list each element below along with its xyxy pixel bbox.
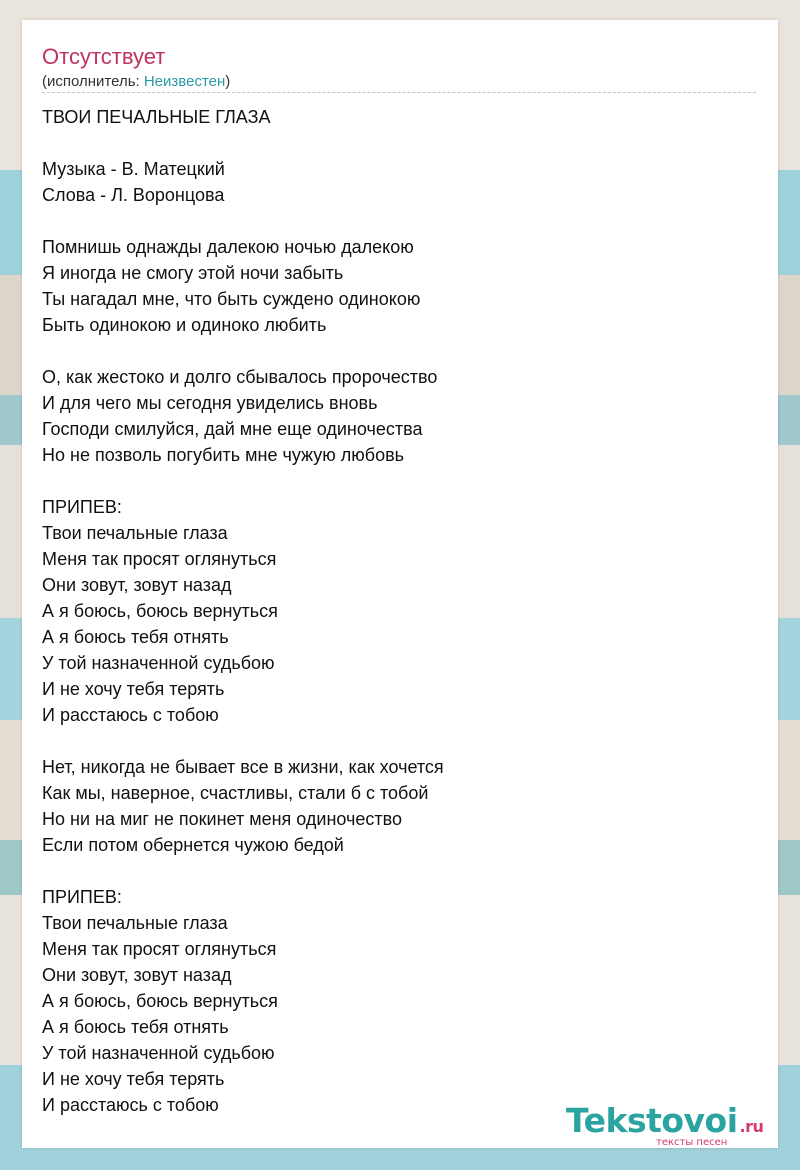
logo-tld: .ru [739,1117,764,1136]
lyric-line: А я боюсь, боюсь вернуться [42,991,278,1011]
lyric-line: Нет, никогда не бывает все в жизни, как хочется [42,757,444,777]
stanza-gap [42,858,752,884]
lyric-line: Они зовут, зовут назад [42,575,232,595]
lyric-line: А я боюсь тебя отнять [42,627,229,647]
lyric-line: ТВОИ ПЕЧАЛЬНЫЕ ГЛАЗА [42,107,271,127]
lyric-line: И не хочу тебя терять [42,1069,225,1089]
lyric-line: А я боюсь тебя отнять [42,1017,229,1037]
artist-link[interactable]: Неизвестен [143,73,226,90]
logo-subtitle: тексты песен [656,1137,728,1148]
lyric-line: Меня так просят оглянуться [42,549,277,569]
tekstovoi-logo[interactable] [566,1103,776,1148]
lyric-line: Помнишь однажды далекою ночью далекою [42,237,414,257]
song-title: Отсутствует [42,44,166,69]
lyric-line: О, как жестоко и долго сбывалось пророчество [42,367,438,387]
lyric-line: Но не позволь погубить мне чужую любовь [42,445,405,465]
artist-line [42,73,230,91]
lyric-line: И не хочу тебя терять [42,679,225,699]
lyric-line: ПРИПЕВ: [42,497,122,517]
stanza-gap [42,208,752,234]
lyric-line: И расстаюсь с тобою [42,1095,219,1115]
lyric-line: И для чего мы сегодня увиделись вновь [42,393,378,413]
lyric-line: Твои печальные глаза [42,913,228,933]
lyric-line: Но ни на миг не покинет меня одиночество [42,809,402,829]
lyric-line: Они зовут, зовут назад [42,965,232,985]
lyric-line: У той назначенной судьбою [42,653,275,673]
lyric-line: Господи смилуйся, дай мне еще одиночества [42,419,423,439]
lyrics-text [42,104,752,1118]
stanza-gap [42,130,752,156]
lyric-line: Если потом обернется чужою бедой [42,835,344,855]
stanza-gap [42,728,752,754]
lyric-line: Я иногда не смогу этой ночи забыть [42,263,344,283]
lyric-line: Меня так просят оглянуться [42,939,277,959]
stanza-gap [42,468,752,494]
lyric-line: ПРИПЕВ: [42,887,122,907]
lyric-line: И расстаюсь с тобою [42,705,219,725]
lyric-line: А я боюсь, боюсь вернуться [42,601,278,621]
lyric-line: Музыка - В. Матецкий [42,159,225,179]
lyric-line: Ты нагадал мне, что быть суждено одинокою [42,289,421,309]
header-divider [42,92,756,93]
lyrics-card [22,20,778,1148]
lyric-line: Быть одинокою и одиноко любить [42,315,327,335]
lyric-line: Как мы, наверное, счастливы, стали б с тобой [42,783,429,803]
lyric-line: У той назначенной судьбою [42,1043,275,1063]
artist-suffix: ) [225,73,231,90]
stanza-gap [42,338,752,364]
lyric-line: Твои печальные глаза [42,523,228,543]
artist-prefix: (исполнитель: [42,73,144,90]
lyric-line: Слова - Л. Воронцова [42,185,225,205]
logo-main-text: Tekstovoi [566,1101,738,1140]
